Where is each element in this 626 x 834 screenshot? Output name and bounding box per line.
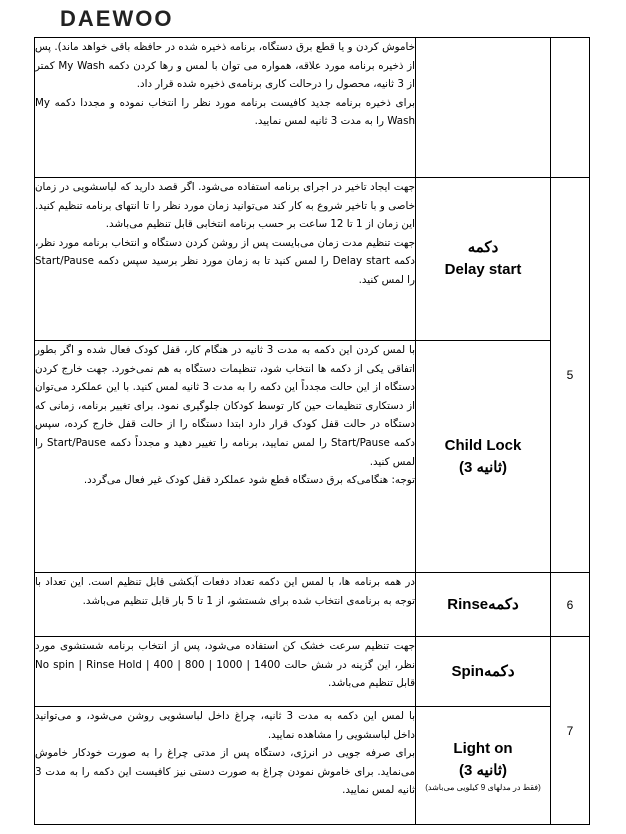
row-number xyxy=(551,573,590,637)
row-description xyxy=(35,341,416,573)
description-paragraph: جهت تنظیم سرعت خشک کن استفاده می‌شود، پس از انتخاب برنامه شستشوی مورد نظر، این گزینه در شش حالت No spin | Rinse Hold | 400 | 800 | 1000 | 1400 قابل تنظیم می‌باشد. xyxy=(35,640,415,690)
button-label: Spinدکمه xyxy=(451,662,515,680)
row-number xyxy=(551,637,590,825)
row-number-label: 7 xyxy=(566,723,574,738)
row-button-name xyxy=(416,178,551,341)
button-label-fa: دکمه xyxy=(467,239,499,256)
description-paragraph: در همه برنامه ها، با لمس این دکمه تعداد دفعات آبکشی قابل تنظیم است. این تعداد با توجه به برنامه‌ی انتخاب شده برای شستشو، از 1 تا 5 بار قابل تنظیم می‌باشد. xyxy=(35,576,415,607)
row-description xyxy=(35,707,416,825)
description-paragraph: توجه: هنگامی‌که برق دستگاه قطع شود عملکرد قفل کودک غیر فعال می‌گردد. xyxy=(83,474,415,487)
table-row xyxy=(35,38,590,178)
description-paragraph: جهت ایجاد تاخیر در اجرای برنامه استفاده می‌شود. اگر قصد دارید که لباسشویی در زمان خاصی و با تاخیر شروع به کار کند می‌توانید زمان مورد نظر را تا انتهای برنامه تنظیم کنید. این زمان از 1 تا 12 ساعت بر حسب برنامه انتخابی قابل تنظیم می‌باشد. xyxy=(35,181,415,231)
row-number xyxy=(551,178,590,573)
row-description xyxy=(35,178,416,341)
feature-table xyxy=(34,37,590,825)
daewoo-logo: DAEWOO xyxy=(60,6,174,31)
description-paragraph: جهت تنظیم مدت زمان می‌بایست پس از روشن کردن دستگاه و انتخاب برنامه مورد نظر، دکمه Delay start را لمس کنید تا به زمان مورد نظر برسید سپس دکمه Start/Pause را لمس کنید. xyxy=(35,236,415,286)
description-paragraph: خاموش کردن و یا قطع برق دستگاه، برنامه ذخیره شده در حافظه باقی خواهد ماند). پس از ذخیره برنامه مورد علاقه، همواره می توان با لمس و رها کردن دکمه My Wash کمتر از 3 ثانیه، محصول را درحالت کاری برنامه‌ی ذخیره شده قرار داد. xyxy=(35,41,415,91)
table-row xyxy=(35,341,590,573)
table-row xyxy=(35,637,590,707)
row-description xyxy=(35,637,416,707)
row-button-name xyxy=(416,38,551,178)
description-paragraph: برای ذخیره برنامه جدید کافیست برنامه مورد نظر را انتخاب نموده و مجددا دکمه My Wash را به مدت 3 ثانیه لمس نمایید. xyxy=(35,96,415,128)
button-label-en: Child Lock xyxy=(444,436,522,454)
row-button-name xyxy=(416,707,551,825)
description-paragraph: برای صرفه جویی در انرژی، دستگاه پس از مدتی چراغ را به صورت خودکار خاموش می‌نماید. برای خاموش نمودن چراغ به صورت دستی نیز کافیست این دکمه را به مدت 3 ثانیه لمس نمایید. xyxy=(35,747,415,797)
button-duration: (3 ثانیه) xyxy=(458,458,507,476)
description-paragraph: با لمس این دکمه به مدت 3 ثانیه، چراغ داخل لباسشویی روشن می‌شود، و می‌توانید داخل لباسشویی را مشاهده نمایید. xyxy=(35,710,415,741)
button-label-en: Light on xyxy=(453,739,513,757)
row-button-name xyxy=(416,341,551,573)
row-number-label: 5 xyxy=(566,368,574,382)
row-number xyxy=(551,38,590,178)
button-label-en: Delay start xyxy=(444,261,522,278)
row-description xyxy=(35,38,416,178)
description-paragraph: با لمس کردن این دکمه به مدت 3 ثانیه در هنگام کار، قفل کودک فعال شده و اگر بطور اتفاقی یکی از دکمه ها انتخاب شود، تنظیمات دستگاه به هم نمی‌خورد. جهت خارج کردن دستگاه از این حالت مجدداً این دکمه را به مدت 3 ثانیه لمس کنید. با این عملکرد می‌توان از دستکاری تنظیمات حین کار توسط کودکان جلوگیری نمود. برای تغییر برنامه، زمانی که دستگاه در حالت قفل کودک قرار دارد ابتدا دستگاه را از حالت قفل خارج کرده، سپس دکمه Start/Pause را لمس نمایید، برنامه را تغییر دهید و مجدداً دکمه Start/Pause را لمس کنید. xyxy=(35,344,416,468)
table-row xyxy=(35,178,590,341)
table-row xyxy=(35,707,590,825)
table-row xyxy=(35,573,590,637)
model-note: (فقط در مدلهای 9 کیلویی می‌باشد) xyxy=(425,782,541,792)
row-button-name xyxy=(416,637,551,707)
button-label: Rinseدکمه xyxy=(447,595,519,613)
row-button-name xyxy=(416,573,551,637)
button-duration: (3 ثانیه) xyxy=(458,761,507,779)
row-description xyxy=(35,573,416,637)
row-number-label: 6 xyxy=(566,597,574,612)
